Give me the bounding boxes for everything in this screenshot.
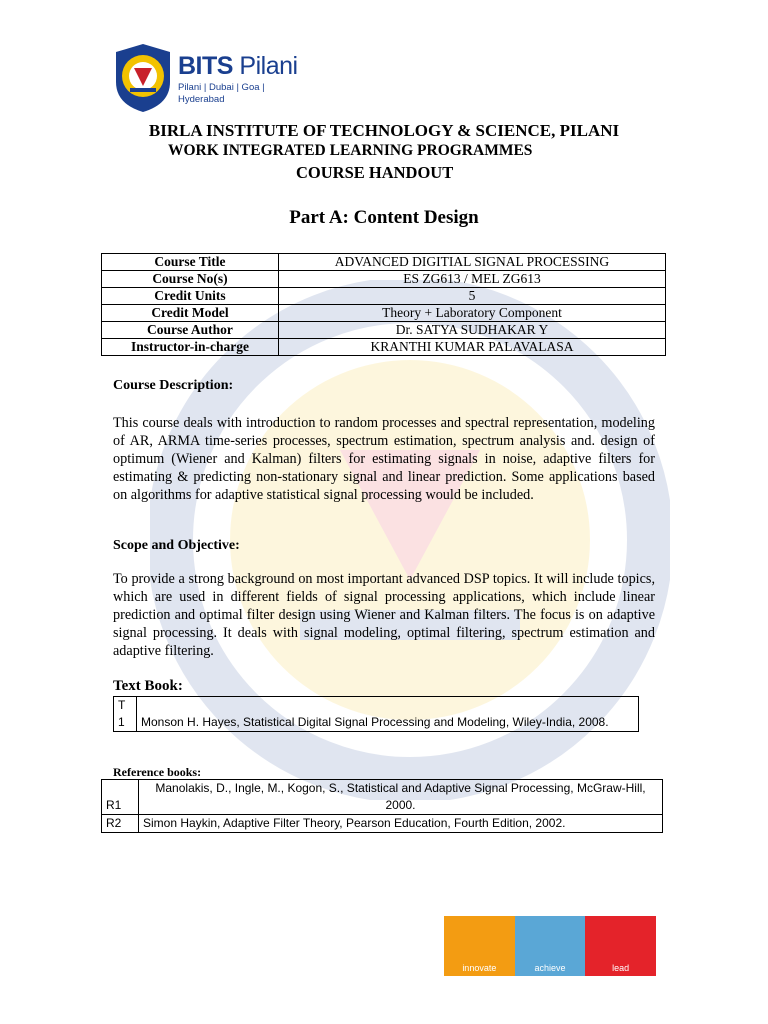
credit-units-value: 5 <box>279 288 666 305</box>
tagline-lead: lead <box>585 916 656 976</box>
credit-model-label: Credit Model <box>102 305 279 322</box>
course-no-value: ES ZG613 / MEL ZG613 <box>279 271 666 288</box>
reference-entry: Manolakis, D., Ingle, M., Kogon, S., Statistical and Adaptive Signal Processing, McGraw-Hill, 2000. <box>139 780 663 815</box>
scope-heading: Scope and Objective: <box>113 538 240 553</box>
programme-name: WORK INTEGRATED LEARNING PROGRAMMES <box>168 142 533 159</box>
table-row <box>102 271 666 288</box>
bits-seal-icon <box>112 42 174 114</box>
course-info-table <box>101 253 666 356</box>
tagline-innovate: innovate <box>444 916 515 976</box>
table-row <box>102 254 666 271</box>
table-row <box>102 322 666 339</box>
course-title-value: ADVANCED DIGITIAL SIGNAL PROCESSING <box>279 254 666 271</box>
text-book-entry: Monson H. Hayes, Statistical Digital Signal Processing and Modeling, Wiley-India, 2008. <box>137 697 639 732</box>
tagline-banner <box>444 916 656 976</box>
scope-text: To provide a strong background on most important advanced DSP topics. It will include topics, which are used in different fields of signal processing applications, which include linear prediction and optimal filter design using Wiener and Kalman filters. The focus is on adaptive signal processing. It deals with signal modeling, optimal filtering, spectrum estimation and adaptive filtering. <box>113 571 655 659</box>
course-author-value: Dr. SATYA SUDHAKAR Y <box>279 322 666 339</box>
reference-books-heading: Reference books: <box>113 765 202 779</box>
table-row <box>102 339 666 356</box>
table-row <box>102 815 663 833</box>
text-book-table <box>113 696 639 732</box>
instructor-value: KRANTHI KUMAR PALAVALASA <box>279 339 666 356</box>
tagline-achieve: achieve <box>515 916 586 976</box>
part-title: Part A: Content Design <box>289 207 479 228</box>
reference-id: R2 <box>102 815 139 833</box>
table-row <box>102 780 663 815</box>
credit-model-value: Theory + Laboratory Component <box>279 305 666 322</box>
table-row <box>102 305 666 322</box>
document-type: COURSE HANDOUT <box>296 163 454 182</box>
brand-name: BITS Pilani <box>178 52 298 80</box>
course-author-label: Course Author <box>102 322 279 339</box>
reference-books-table <box>101 779 663 833</box>
bits-pilani-logo <box>112 42 312 122</box>
table-row <box>102 288 666 305</box>
credit-units-label: Credit Units <box>102 288 279 305</box>
instructor-label: Instructor-in-charge <box>102 339 279 356</box>
table-row <box>114 697 639 732</box>
course-description-heading: Course Description: <box>113 378 234 393</box>
reference-entry: Simon Haykin, Adaptive Filter Theory, Pearson Education, Fourth Edition, 2002. <box>139 815 663 833</box>
course-description-text: This course deals with introduction to random processes and spectral representation, modeling of AR, ARMA time-series processes, spectrum estimation, spectrum analysis and. design of optimum (Wiener and Kalman) filters for estimating signals in noise, adaptive filters for estimating & predicting non-stationary signal and linear prediction. Some applications based on algorithms for adaptive statistical signal processing would be included. <box>113 415 655 503</box>
course-no-label: Course No(s) <box>102 271 279 288</box>
campus-list: Pilani | Dubai | Goa | Hyderabad <box>178 82 265 105</box>
text-book-heading: Text Book: <box>113 678 183 694</box>
reference-id: R1 <box>102 780 139 815</box>
course-title-label: Course Title <box>102 254 279 271</box>
institute-name: BIRLA INSTITUTE OF TECHNOLOGY & SCIENCE, PILANI <box>148 121 620 140</box>
text-book-id: T 1 <box>114 697 137 732</box>
